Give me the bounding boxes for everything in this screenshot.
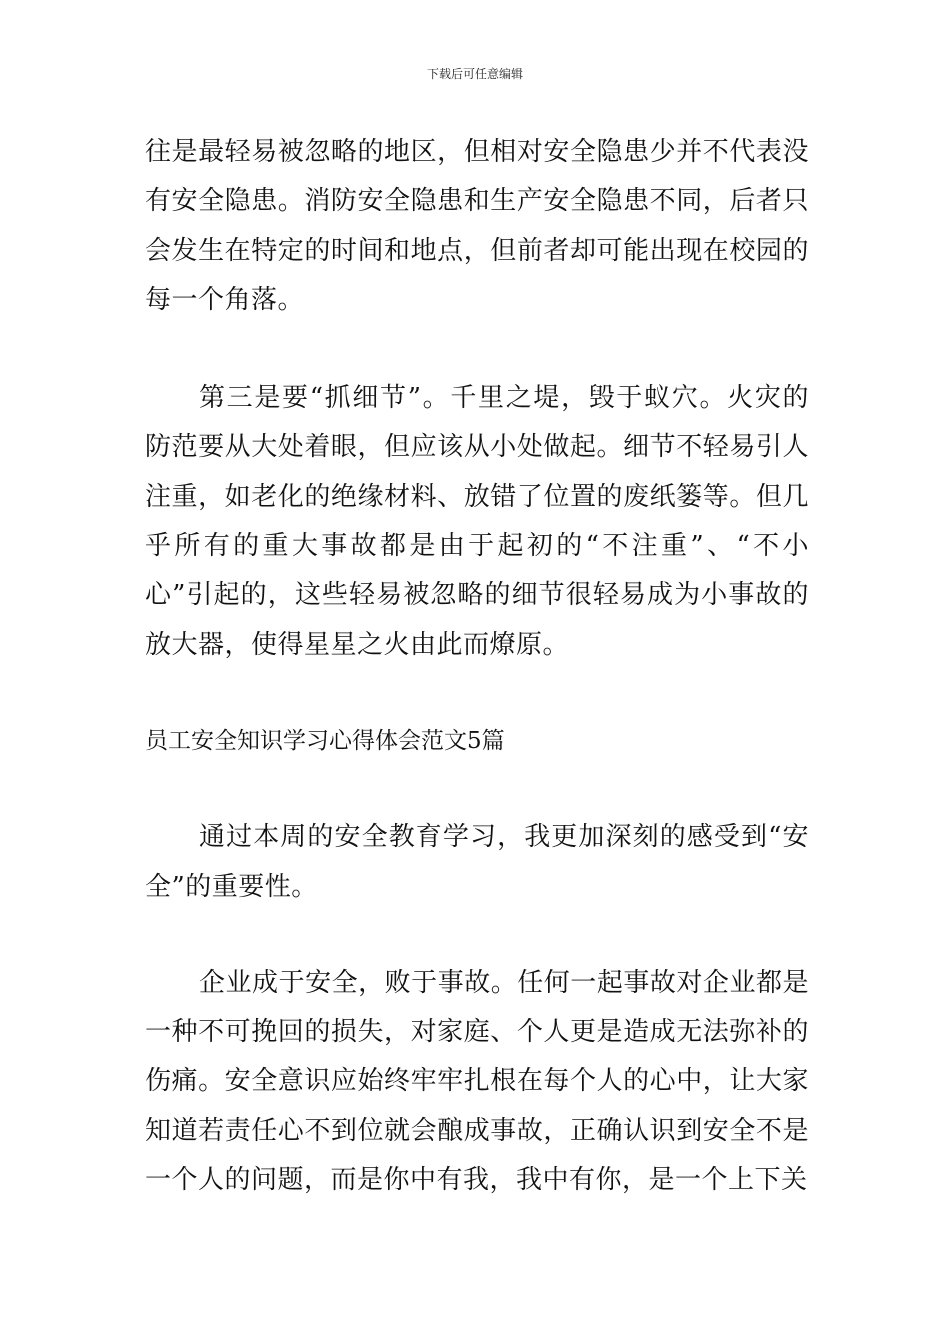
document-body [145,128,809,1205]
paragraph-enterprise-safety: 企业成于安全，败于事故。任何一起事故对企业都是一种不可挽回的损失，对家庭、个人更是造成无法弥补的伤痛。安全意识应始终牢牢扎根在每个人的心中，让大家知道若责任心不到位就会酿成事故，正确认识到安全不是一个人的问题，而是你中有我，我中有你，是一个上下关 [145,967,809,1196]
paragraph-continuation: 往是最轻易被忽略的地区，但相对安全隐患少并不代表没有安全隐患。消防安全隐患和生产安全隐患不同，后者只会发生在特定的时间和地点，但前者却可能出现在校园的每一个角落。 [145,137,809,315]
paragraph-intro: 通过本周的安全教育学习，我更加深刻的感受到“安全”的重要性。 [145,822,809,902]
section-title: 员工安全知识学习心得体会范文5篇 [145,727,505,754]
paragraph-details: 第三是要“抓细节”。千里之堤，毁于蚁穴。火灾的防范要从大处着眼，但应该从小处做起。细节不轻易引人注重，如老化的绝缘材料、放错了位置的废纸篓等。但几乎所有的重大事故都是由于起初的“不注重”、“不小心”引起的，这些轻易被忽略的细节很轻易成为小事故的放大器，使得星星之火由此而燎原。 [145,383,809,660]
page-header: 下载后可任意编辑 [426,67,523,81]
